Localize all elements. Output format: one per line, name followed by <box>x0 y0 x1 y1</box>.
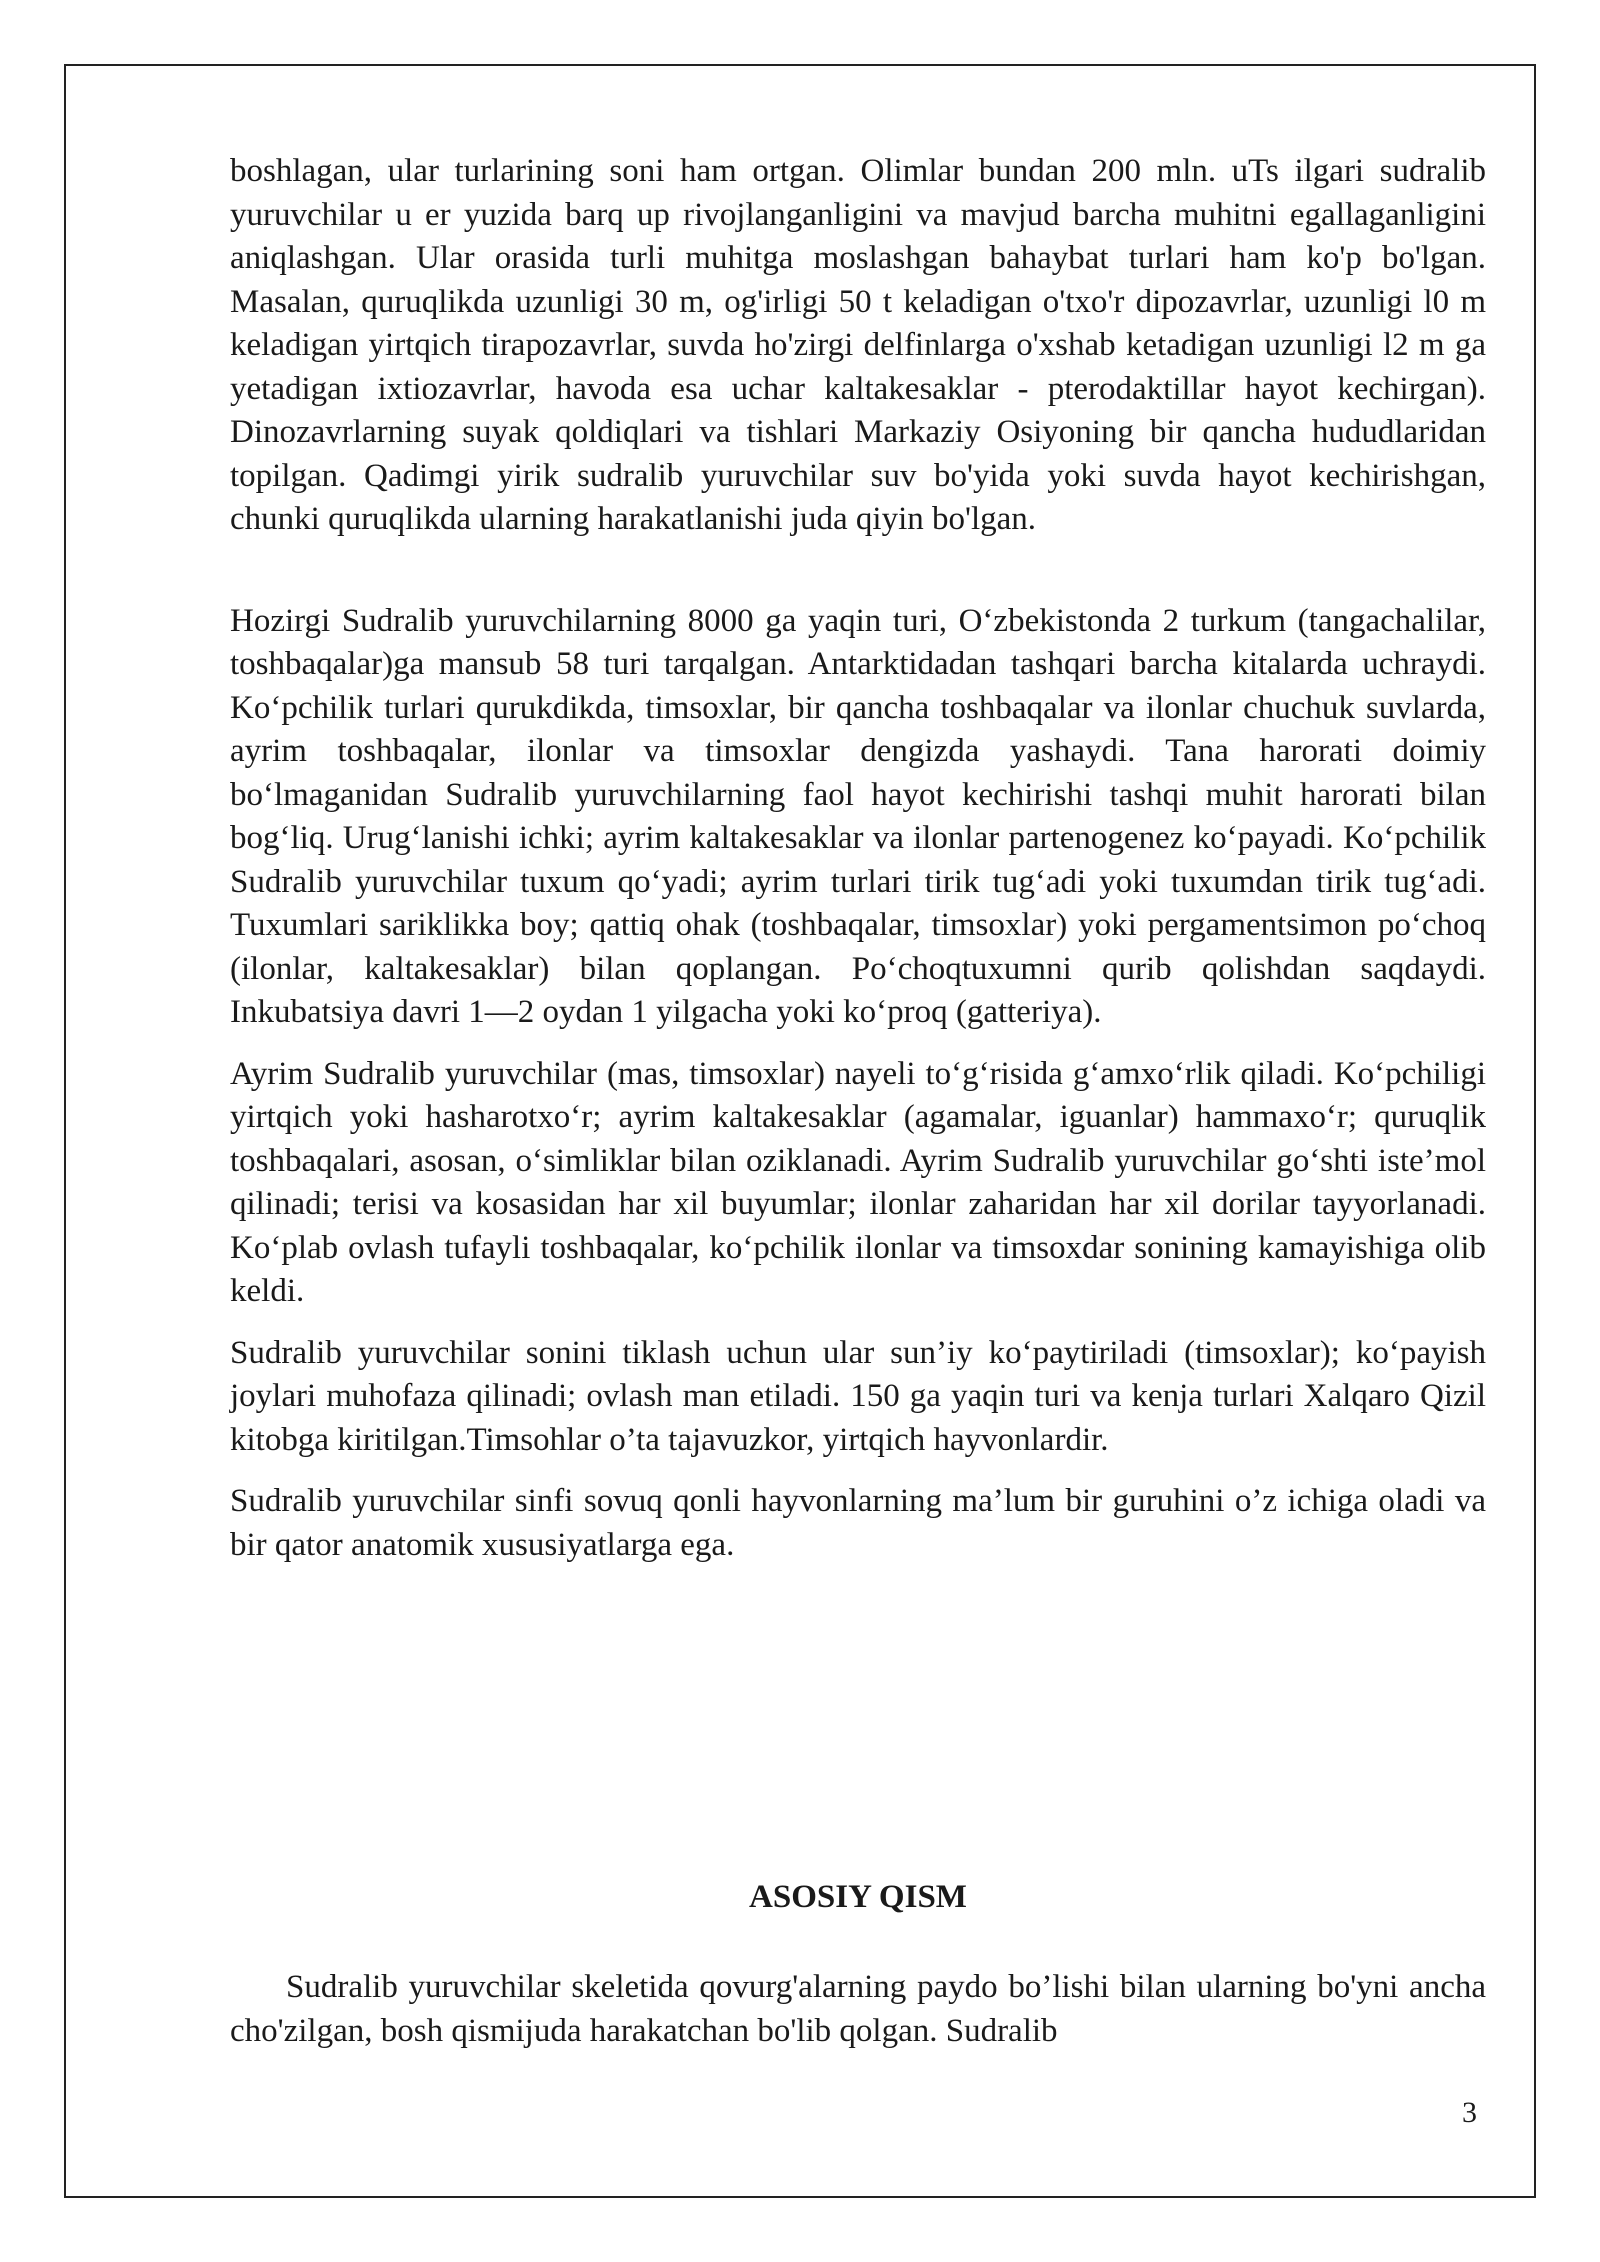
paragraph-4: Sudralib yuruvchilar sonini tiklash uchun ular sun’iy ko‘paytiriladi (timsoxlar); ko‘payish joylari muhofaza qilinadi; ovlash man etiladi. 150 ga yaqin turi va kenja turlari Xalqaro Qizil kitobga kiritilgan.Timsohlar o’ta tajavuzkor, yirtqich hayvonlardir. <box>230 1334 1486 1458</box>
section-heading: ASOSIY QISM <box>749 1879 967 1915</box>
paragraph-6: Sudralib yuruvchilar skeletida qovurg'alarning paydo bo’lishi bilan ularning bo'yni ancha cho'zilgan, bosh qismijuda harakatchan bo'lib qolgan. Sudralib <box>230 1969 1486 2049</box>
paragraph-1: boshlagan, ular turlarining soni ham ortgan. Olimlar bundan 200 mln. uTs ilgari sudralib yuruvchilar u er yuzida barq up rivojlanganligini va mavjud barcha muhitni egallaganligini aniqlashgan. Ular orasida turli muhitga moslashgan bahaybat turlari ham ko'p bo'lgan. Masalan, quruqlikda uzunligi 30 m, og'irligi 50 t keladigan o'txo'r dipozavrlar, uzunligi l0 m keladigan yirtqich tirapozavrlar, suvda ho'zirgi delfinlarga o'xshab ketadigan uzunligi l2 m ga yetadigan ixtiozavrlar, havoda esa uchar kaltakesaklar - pterodaktillar hayot kechirgan). Dinozavrlarning suyak qoldiqlari va tishlari Markaziy Osiyoning bir qancha hududlaridan topilgan. Qadimgi yirik sudralib yuruvchilar suv bo'yida yoki suvda hayot kechirishgan, chunki quruqlikda ularning harakatlanishi juda qiyin bo'lgan. <box>230 153 1486 537</box>
document-body <box>230 150 1486 1567</box>
paragraph-3: Ayrim Sudralib yuruvchilar (mas, timsoxlar) nayeli to‘g‘risida g‘amxo‘rlik qiladi. Ko‘pchiligi yirtqich yoki hasharotxo‘r; ayrim kaltakesaklar (agamalar, iguanlar) hammaxo‘r; quruqlik toshbaqalari, asosan, o‘simliklar bilan oziklanadi. Ayrim Sudralib yuruvchilar go‘shti iste’mol qilinadi; terisi va kosasidan har xil buyumlar; ilonlar zaharidan har xil dorilar tayyorlanadi. Ko‘plab ovlash tufayli toshbaqalar, ko‘pchilik ilonlar va timsoxdar sonining kamayishiga olib keldi. <box>230 1055 1486 1309</box>
paragraph-2: Hozirgi Sudralib yuruvchilarning 8000 ga yaqin turi, O‘zbekistonda 2 turkum (tangachalilar, toshbaqalar)ga mansub 58 turi tarqalgan. Antarktidadan tashqari barcha kitalarda uchraydi. Ko‘pchilik turlari qurukdikda, timsoxlar, bir qancha toshbaqalar va ilonlar chuchuk suvlarda, ayrim toshbaqalar, ilonlar va timsoxlar dengizda yashaydi. Tana harorati doimiy bo‘lmaganidan Sudralib yuruvchilarning faol hayot kechirishi tashqi muhit harorati bilan bog‘liq. Urug‘lanishi ichki; ayrim kaltakesaklar va ilonlar partenogenez ko‘payadi. Ko‘pchilik Sudralib yuruvchilar tuxum qo‘yadi; ayrim turlari tirik tug‘adi yoki tuxumdan tirik tug‘adi. Tuxumlari sariklikka boy; qattiq ohak (toshbaqalar, timsoxlar) yoki pergamentsimon po‘choq (ilonlar, kaltakesaklar) bilan qoplangan. Po‘choqtuxumni qurib qolishdan saqdaydi. Inkubatsiya davri 1—2 oydan 1 yilgacha yoki ko‘proq (gatteriya). <box>230 602 1486 1030</box>
page-number: 3 <box>1462 2096 1477 2129</box>
paragraph-5: Sudralib yuruvchilar sinfi sovuq qonli hayvonlarning ma’lum bir guruhini o’z ichiga oladi va bir qator anatomik xususiyatlarga ega. <box>230 1483 1486 1563</box>
